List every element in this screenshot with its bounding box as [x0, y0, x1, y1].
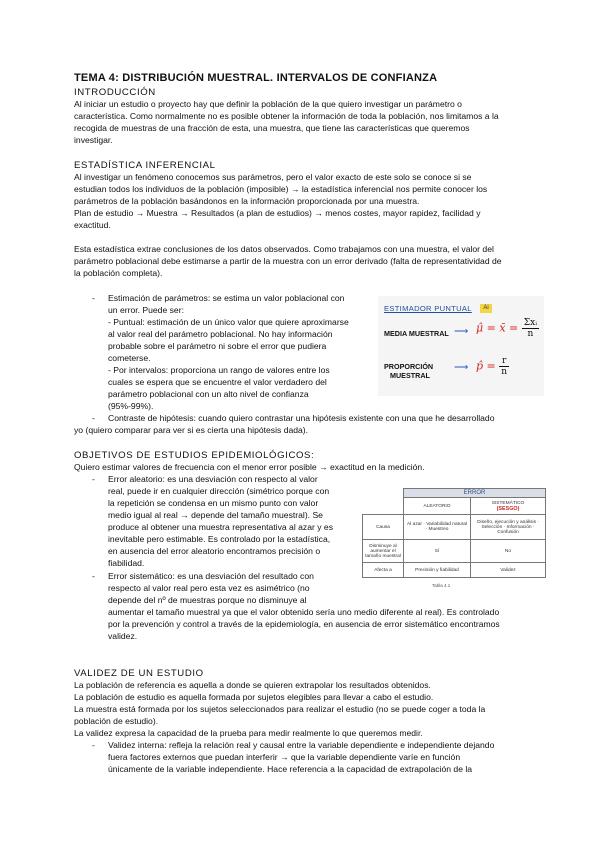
estimacion-line: cometerse. — [108, 353, 151, 363]
cell-aleatorio: Sí — [404, 540, 471, 563]
proporcion-denominator: n — [501, 367, 508, 377]
aleatorio-line: inevitable pero estimable. Es controlado por la estadística, — [108, 534, 331, 544]
estimacion-line: cuales se espera que se encuentre el valor verdadero del — [108, 377, 327, 387]
table-row — [363, 515, 546, 540]
sistematico-line: depende del nº de muestras porque no disminuye al — [108, 595, 307, 605]
page-title: TEMA 4: DISTRIBUCIÓN MUESTRAL. INTERVALOS DE CONFIANZA — [74, 72, 438, 84]
sistematico-line: aumentar el tamaño muestral ya que el valor obtenido sería uno medio diferente al real). Es controlado — [108, 607, 500, 617]
intro-line: característica. Como normalmente no es posible obtener la información de toda la población, nos limitamos a la — [74, 111, 499, 121]
intro-line: investigar. — [74, 135, 113, 145]
row-label: Causa — [363, 515, 404, 540]
table-row — [363, 563, 546, 578]
proporcion-formula — [476, 356, 509, 377]
row-label: Afecta a — [363, 563, 404, 578]
validez-line: La validez expresa la capacidad de la prueba para medir realmente lo que queremos medir. — [74, 728, 423, 738]
proporcion-label-line1: PROPORCIÓN — [384, 362, 434, 371]
estimator-figure — [378, 296, 544, 396]
contraste-line: Contraste de hipótesis: cuando quiero contrastar una hipótesis existente con una que he desarrollado — [108, 413, 495, 423]
aleatorio-line: produce al obtener una muestra representativa al azar y es — [108, 522, 333, 532]
sistematico-line: por la prevención y control a través de la epidemiología, en ausencia de error sistemático encontramos — [108, 619, 500, 629]
inferencial-line: Al investigar un fenómeno conocemos sus parámetros, pero el valor exacto de este solo se conoce si se — [74, 172, 472, 182]
contraste-line: yo (quiero comparar para ver si es cierta una hipótesis dada). — [74, 425, 309, 435]
proporcion-muestral-label — [384, 362, 433, 380]
intro-line: recogida de muestras de una fracción de esta, una muestra, que tiene las características que queremos — [74, 123, 470, 133]
row-label: Disminuye al aumentar el tamaño muestral — [363, 540, 404, 563]
inferencial-line: Plan de estudio → Muestra → Resultados (a plan de estudios) → menos costes, mayor rapidez, facilidad y — [74, 208, 481, 218]
bullet-marker: - — [92, 293, 95, 303]
cell-sistematico: Diseño, ejecución y análisis · Selección · Información · Confusión — [471, 515, 546, 540]
inferencial-paragraph-line: parámetro poblacional debe estimarse a partir de la muestra con un error derivado (falta de representatividad de — [74, 256, 502, 266]
cell-aleatorio: Al azar · Variabilidad natural · Muestreo — [404, 515, 471, 540]
validez-line: La muestra está formada por los sujetos seleccionados para realizar el estudio (no se puede coger a toda la — [74, 704, 486, 714]
inferencial-line: exactitud. — [74, 220, 111, 230]
estimacion-line: - Puntual: estimación de un único valor que quiere aproximarse — [108, 317, 349, 327]
heading-validez: VALIDEZ DE UN ESTUDIO — [74, 668, 204, 679]
error-table — [362, 488, 546, 578]
col-header-sesgo: (SESGO) — [496, 505, 520, 512]
table-caption: Tabla 4.1 — [432, 583, 451, 588]
sistematico-line: Error sistemático: es una desviación del resultado con — [108, 571, 314, 581]
validez-interna-line: únicamente de la variable independiente. Hace referencia a la capacidad de extrapolación de la — [108, 764, 473, 774]
arrow-right-icon: ⟶ — [454, 326, 469, 337]
validez-interna-line: fuera factores externos que puedan interferir → que la variable dependiente varíe en función — [108, 752, 461, 762]
cell-sistematico: Validez — [471, 563, 546, 578]
media-fraction — [522, 318, 539, 339]
cell-aleatorio: Precisión y fiabilidad — [404, 563, 471, 578]
table-corner — [363, 489, 404, 498]
highlight-tag: Ai — [480, 304, 492, 313]
arrow-right-icon: ⟶ — [454, 362, 469, 373]
estimador-puntual-title: ESTIMADOR PUNTUAL — [384, 304, 472, 313]
validez-line: población de estudio). — [74, 716, 159, 726]
heading-introduccion: INTRODUCCIÓN — [74, 87, 156, 98]
validez-line: La población de estudio es aquella formada por sujetos elegibles para llevar a cabo el estudio. — [74, 692, 434, 702]
proporcion-numerator: r — [499, 356, 509, 367]
media-formula-lhs: μ̂ = x̄ = — [476, 321, 519, 335]
bullet-marker: - — [92, 413, 95, 423]
estimacion-line: probable sobre el parámetro ni sobre el error que pudiera — [108, 341, 327, 351]
media-numerator: Σxᵢ — [523, 318, 538, 328]
objetivos-lead: Quiero estimar valores de frecuencia con el menor error posible → exactitud en la medición. — [74, 462, 425, 472]
inferencial-line: parámetros de la población basándonos en la información proporcionada por una muestra. — [74, 196, 420, 206]
media-formula — [476, 318, 539, 339]
aleatorio-line: la repetición se condensa en un mismo punto con valor — [108, 498, 319, 508]
col-header-sistematico — [471, 498, 546, 515]
aleatorio-line: fiabilidad. — [108, 558, 145, 568]
bullet-marker: - — [92, 474, 95, 484]
aleatorio-line: medio igual al real → depende del tamaño muestral). Se — [108, 510, 323, 520]
estimacion-line: al valor real del parámetro poblacional. No hay información — [108, 329, 333, 339]
proporcion-label-line2: MUESTRAL — [390, 371, 430, 380]
aleatorio-line: Error aleatorio: es una desviación con respecto al valor — [108, 474, 318, 484]
sistematico-line: validez. — [108, 631, 138, 641]
proporcion-formula-lhs: p̂ = — [476, 359, 496, 373]
estimacion-line: (95%-99%). — [108, 401, 154, 411]
aleatorio-line: en ausencia del error aleatorio encontramos precisión o — [108, 546, 321, 556]
aleatorio-line: real, puede ir en cualquier dirección (simétrico porque con — [108, 486, 330, 496]
proporcion-fraction — [499, 356, 509, 377]
col-header-sistematico-label: SISTEMÁTICO — [491, 500, 525, 506]
heading-estadistica-inferencial: ESTADÍSTICA INFERENCIAL — [74, 160, 216, 171]
media-muestral-label: MEDIA MUESTRAL — [384, 329, 449, 338]
heading-objetivos: OBJETIVOS DE ESTUDIOS EPIDEMIOLÓGICOS: — [74, 450, 315, 461]
estimacion-line: parámetro poblacional con un alto nivel de confianza — [108, 389, 309, 399]
estimacion-line: - Por intervalos: proporciona un rango de valores entre los — [108, 365, 330, 375]
bullet-marker: - — [92, 571, 95, 581]
intro-line: Al iniciar un estudio o proyecto hay que definir la población de la que quiero investigar un parámetro o — [74, 99, 462, 109]
validez-line: La población de referencia es aquella a donde se quieren extrapolar los resultados obtenidos. — [74, 680, 431, 690]
estimacion-line: Estimación de parámetros: se estima un valor poblacional con — [108, 293, 345, 303]
table-row — [363, 540, 546, 563]
inferencial-line: estudian todos los individuos de la población (imposible) → la estadística inferencial nos permite conocer los — [74, 184, 488, 194]
validez-interna-line: Validez interna: refleja la relación real y causal entre la variable dependiente e independiente dejando — [108, 740, 495, 750]
col-header-aleatorio: ALEATORIO — [404, 498, 471, 515]
sistematico-line: respecto al valor real pero esta vez es asimétrico (no — [108, 583, 310, 593]
inferencial-paragraph-line: Esta estadística extrae conclusiones de los datos observados. Como trabajamos con una muestra, el valor del — [74, 244, 494, 254]
media-denominator: n — [527, 329, 534, 339]
cell-sistematico: No — [471, 540, 546, 563]
estimacion-line: un error. Puede ser: — [108, 305, 184, 315]
bullet-marker: - — [92, 740, 95, 750]
inferencial-paragraph-line: la población completa). — [74, 268, 163, 278]
table-corner — [363, 498, 404, 515]
table-header-error: ERROR — [404, 489, 546, 498]
